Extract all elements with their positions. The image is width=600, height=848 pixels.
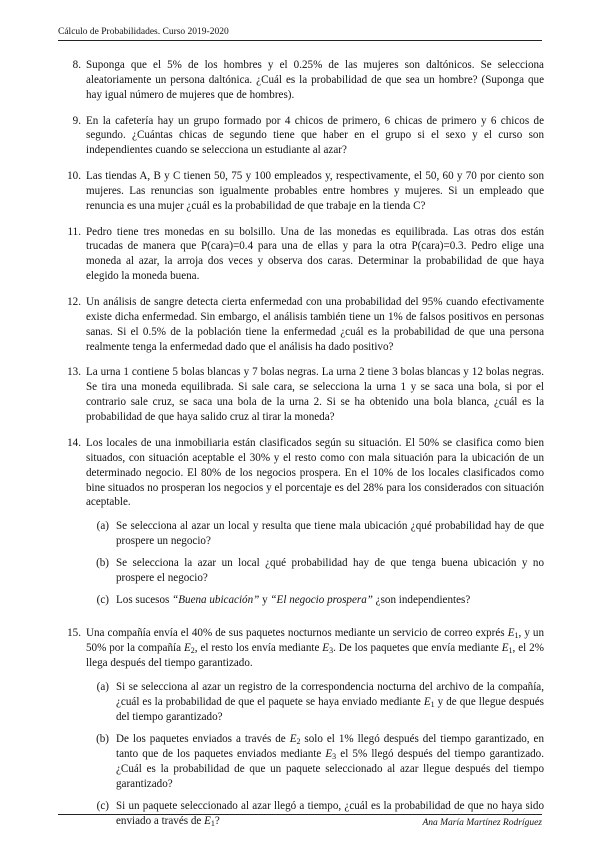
- problem-number: 11.: [67, 225, 81, 238]
- text-fragment: Una compañía envía el 40% de sus paquetes nocturnos mediante un servicio de correo exprés: [86, 627, 508, 640]
- math-symbol: E: [183, 642, 191, 655]
- text-fragment: y un 50% por la compañía: [86, 627, 545, 655]
- math-subscript: 1: [430, 699, 435, 709]
- problem-9: [58, 114, 544, 159]
- subquestion-label: (c): [96, 594, 109, 607]
- problem-15: [58, 626, 544, 835]
- problem-text: Las tiendas A, B y C tienen 50, 75 y 100 empleados y, respectivamente, el 50, 60 y 70 por ciento son mujeres. Las renuncias son igualmente probables entre hombres y mujeres. Si un empleado que renuncia es una mujer ¿cuál es la probabilidad de que trabaje en la tienda C?: [86, 170, 544, 212]
- footer-author: Ana María Martínez Rodríguez: [422, 818, 542, 828]
- text-fragment: ¿son independientes?: [372, 594, 471, 607]
- subquestion-a: [86, 680, 544, 725]
- text-fragment: el 5% llegó después del tiempo garantizado. ¿Cuál es la probabilidad de que un paquete seleccionado al azar llegue después del tiempo garantizado?: [116, 747, 544, 790]
- problem-text: Los locales de una inmobiliaria están clasificados según su situación. El 50% se clasifica como bien situados, con situación aceptable el 30% y el resto como con mala situación para la ubicación de un determinado negocio. El 80% de los negocios prospera. En el 10% de los locales clasificados como bine situados no prosperan los negocios y el porcentaje es del 28% para los considerados con situación aceptable.: [86, 436, 544, 509]
- subquestion-b: [86, 732, 544, 792]
- math-subscript: 2: [190, 646, 195, 656]
- subquestion-text: [116, 680, 544, 725]
- math-subscript: 2: [296, 736, 301, 746]
- problem-number: 12.: [67, 295, 81, 308]
- math-symbol: E: [501, 642, 509, 655]
- problem-number: 9.: [72, 114, 81, 127]
- text-fragment: Si se selecciona al azar un registro de la correspondencia nocturna del archivo de la compañía, ¿cuál es la probabilidad de que el paquete se haya enviado mediante: [116, 680, 544, 708]
- problem-10: [58, 169, 544, 214]
- text-fragment: y: [259, 594, 271, 607]
- problem-text: La urna 1 contiene 5 bolas blancas y 7 bolas negras. La urna 2 tiene 3 bolas blancas y 12 bolas negras. Se tira una moneda equilibrada. Si sale cara, se selecciona la urna 1 y se saca una bola, si por el contrario sale cruz, se saca una bola de la urna 2. Si se ha obtenido una bola blanca, ¿cuál es la probabilidad de que haya salido cruz al tirar la moneda?: [86, 366, 544, 424]
- page-header: [58, 27, 542, 41]
- text-fragment: , el resto los envía mediante: [194, 642, 323, 655]
- subquestion-list: [86, 519, 544, 608]
- text-fragment: Los sucesos: [116, 594, 173, 607]
- text-fragment: Si un paquete seleccionado al azar llegó a tiempo, ¿cuál es la probabilidad de que no haya sido enviado a través de: [116, 799, 544, 827]
- math-subscript: 1: [508, 646, 513, 656]
- page-footer: [58, 814, 542, 828]
- problem-text: En la cafetería hay un grupo formado por 4 chicos de primero, 6 chicas de primero y 6 chicos de segundo. ¿Cuántas chicas de segundo tiene que haber en el grupo si el sexo y el curso son independientes cuando se selecciona un estudiante al azar?: [86, 114, 544, 157]
- subquestion-text: [116, 732, 544, 792]
- problem-number: 8.: [72, 59, 81, 71]
- subquestion-c: [86, 593, 544, 608]
- math-symbol: E: [423, 695, 431, 708]
- math-symbol: E: [325, 747, 333, 760]
- math-subscript: 3: [329, 646, 334, 656]
- problem-12: [58, 295, 544, 355]
- problem-number: 10.: [67, 170, 81, 183]
- subquestion-text: [116, 593, 544, 608]
- text-fragment: y de que llegue después del tiempo garantizado?: [116, 695, 545, 723]
- math-subscript: 1: [210, 818, 215, 828]
- subquestion-label: (c): [96, 799, 109, 812]
- math-symbol: E: [289, 732, 297, 745]
- math-symbol: E: [507, 627, 515, 640]
- event-name: “Buena ubicación”: [172, 594, 260, 607]
- text-fragment: ,: [518, 627, 525, 640]
- subquestion-list: [86, 680, 544, 829]
- subquestion-text: Se selecciona al azar un local y resulta que tiene mala ubicación ¿qué probabilidad hay de que prospere un negocio?: [116, 520, 544, 548]
- subquestion-label: (a): [96, 680, 109, 693]
- problem-11: [58, 225, 544, 285]
- header-title: Cálculo de Probabilidades. Curso 2019-2020: [58, 27, 229, 37]
- problem-8: [58, 58, 544, 103]
- event-name: “El negocio prospera”: [270, 594, 373, 607]
- problem-body: [86, 436, 544, 616]
- subquestion-label: (b): [96, 557, 109, 570]
- problem-text: Suponga que el 5% de los hombres y el 0.25% de las mujeres son daltónicos. Se selecciona aleatoriamente un persona daltónica. ¿Cuál es la probabilidad de que sea un hombre? (Suponga que hay igual número de mujeres que de hombres).: [86, 59, 544, 101]
- problem-number: 13.: [67, 366, 81, 379]
- problem-body: [86, 626, 544, 835]
- subquestion-b: [86, 556, 544, 586]
- math-subscript: 1: [514, 631, 519, 641]
- problem-text: [86, 627, 544, 669]
- math-symbol: E: [204, 814, 211, 827]
- problem-number: 14.: [67, 436, 81, 449]
- problem-text: Pedro tiene tres monedas en su bolsillo. Una de las monedas es equilibrada. Las otras dos están trucadas de manera que P(cara)=0.4 para una de ellas y para la otra P(cara)=0.3. Pedro elige una moneda al azar, la arroja dos veces y observa dos caras. Determinar la probabilidad de que haya elegido la moneda buena.: [86, 225, 544, 283]
- text-fragment: . De los paquetes que envía mediante: [333, 642, 502, 655]
- problem-list: [58, 58, 544, 846]
- problem-14: [58, 436, 544, 616]
- problem-number: 15.: [67, 627, 81, 640]
- subquestion-label: (a): [96, 520, 109, 533]
- problem-text: Un análisis de sangre detecta cierta enfermedad con una probabilidad del 95% cuando efectivamente existe dicha enfermedad. Sin embargo, el análisis también tiene un 1% de falsos positivos en personas sanas. Si el 0.5% de la población tiene la enfermedad ¿cuál es la probabilidad de que una persona realmente tenga la enfermedad dado que el análisis ha dado positivo?: [86, 295, 544, 353]
- math-subscript: 3: [332, 751, 337, 761]
- text-fragment: , el 2% llega después del tiempo garantizado.: [86, 642, 544, 670]
- math-symbol: E: [322, 642, 330, 655]
- text-fragment: solo el 1% llegó después del tiempo garantizado, en tanto que de los paquetes enviados mediante: [116, 732, 544, 760]
- subquestion-a: [86, 519, 544, 549]
- subquestion-label: (b): [96, 732, 109, 745]
- text-fragment: ?: [214, 814, 220, 827]
- text-fragment: De los paquetes enviados a través de: [116, 732, 290, 745]
- problem-13: [58, 365, 544, 425]
- subquestion-text: Se selecciona la azar un local ¿qué probabilidad hay de que tenga buena ubicación y no prospere el negocio?: [116, 557, 544, 585]
